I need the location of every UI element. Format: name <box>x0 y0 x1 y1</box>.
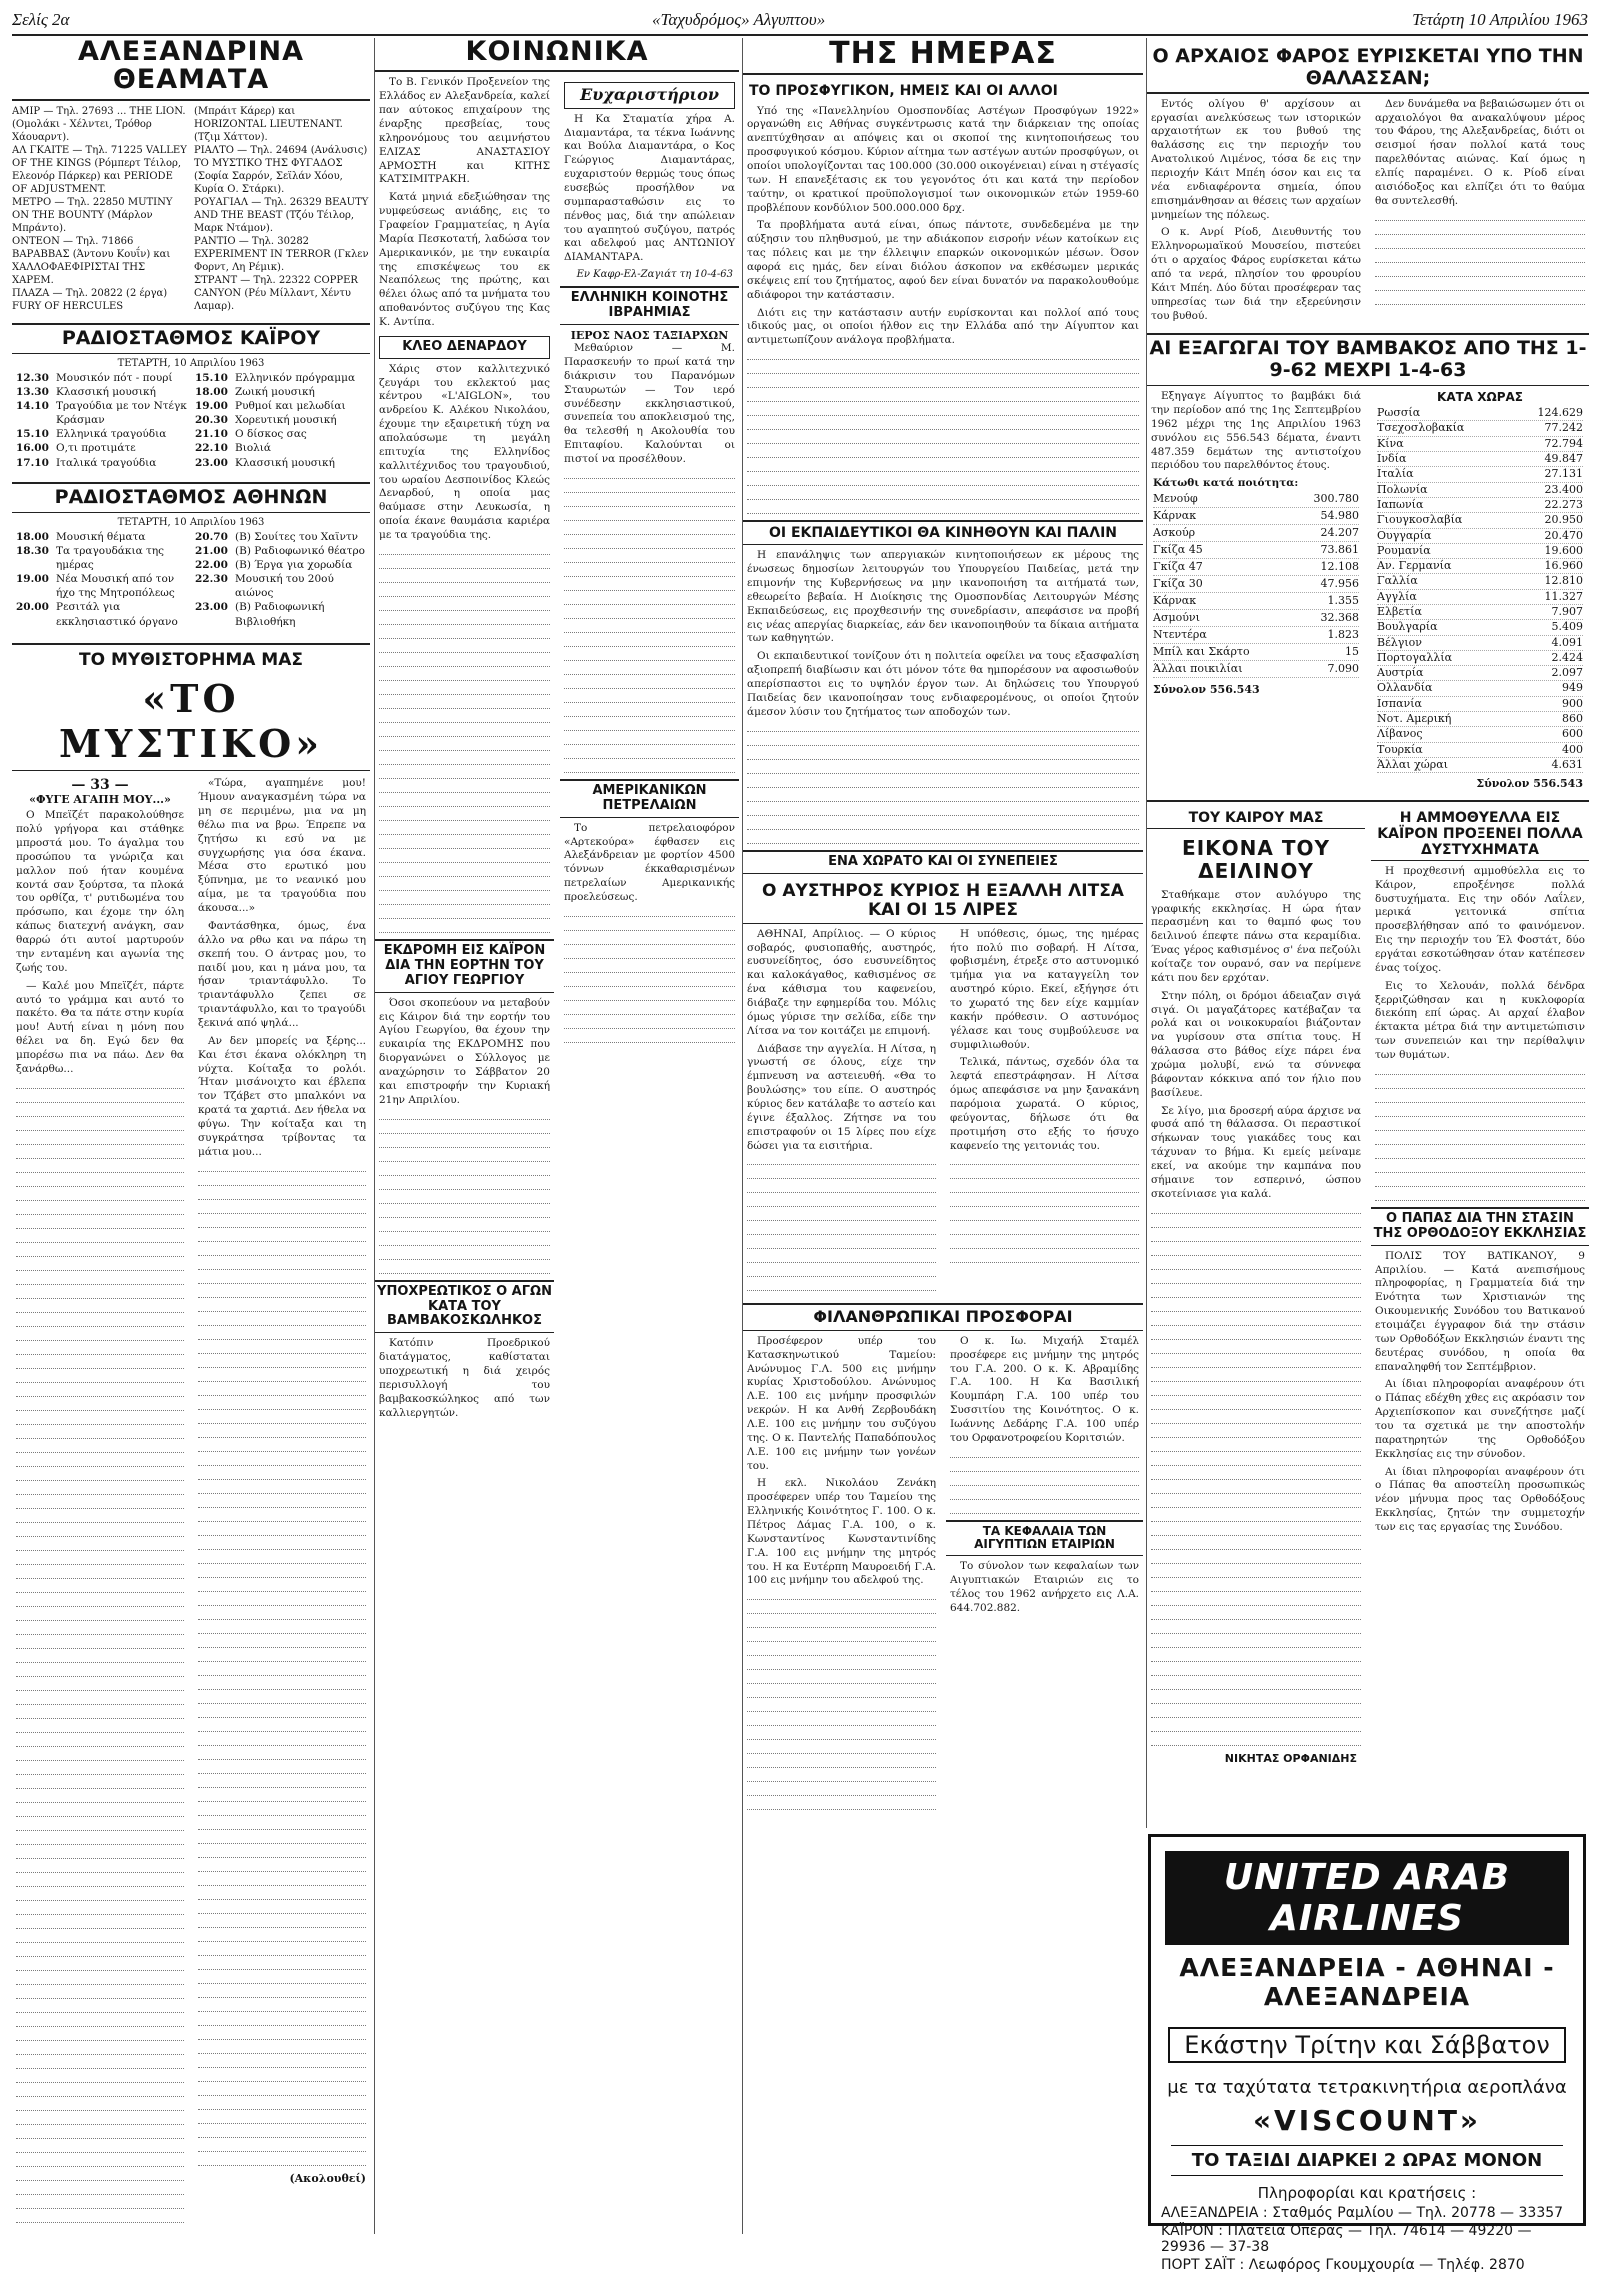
weather-paragraph: Σταθήκαμε στον αυλόγυρο της γραφικής εκκλησίας. Η ώρα ήταν περασμένη και το θαμπό φως του δειλινού έπεφτε πάνω στα κεραμίδια. Ένας γέρος καθισμένος σ' ένα πεζούλι κοίταζε τον ουρανό, σαν να περίμενε κάτι που δεν ερχόταν. <box>1151 888 1361 984</box>
radio-athens-title: ΡΑΔΙΟΣΤΑΘΜΟΣ ΑΘΗΝΩΝ <box>12 482 370 513</box>
theatre-listing: (Μπράιτ Κάρερ) και HORIZONTAL LIEUTENANT. (Τζιμ Χάττον). <box>194 105 343 143</box>
schedule-row: 20.00 Ρεσιτάλ για εκκλησιαστικό όργανο <box>16 601 178 628</box>
charity-title: ΦΙΛΑΝΘΡΩΠΙΚΑΙ ΠΡΟΣΦΟΡΑΙ <box>743 1303 1143 1330</box>
schedule-row: 13.30 Κλασσική μουσική <box>16 385 156 398</box>
theatre-listing: ΡΙΑΛΤΟ — Τηλ. 24694 (Ανάλυσις) ΤΟ ΜΥΣΤΙΚΟ ΤΗΣ ΦΥΓΑΔΟΣ (Σοφία Σαρρόν, Σεϊλάν Χόου, Κυρία Ο. Στάρκι). <box>194 144 368 195</box>
exports-by-type-title: Κάτωθι κατά ποιότητα: <box>1153 477 1299 490</box>
schedule-row: 22.30 Μουσική του 20ού αιώνος <box>195 573 334 600</box>
kleo-title: ΚΛΕΟ ΔΕΝΑΡΔΟΥ <box>379 336 550 359</box>
lower-features <box>1147 800 1589 1769</box>
pharos-headline: Ο ΑΡΧΑΙΟΣ ΦΑΡΟΣ ΕΥΡΙΣΚΕΤΑΙ ΥΠΟ ΤΗΝ ΘΑΛΑΣΣΑΝ; <box>1147 44 1589 94</box>
schedule-row: 15.10 Ελληνικόν πρόγραμμα <box>195 371 356 384</box>
novel-paragraph: — Καλέ μου Μπεϊζέτ, πάρτε αυτό το γράμμα και αυτό το πακέτο. Θα τα πάτε στην κυρία μου! Αυτή είναι η μόνη που θέλει να δη. Εγώ δεν θα μπορέσω πια να πάω. Δεν θα ξανάρθω... <box>16 979 184 1075</box>
radio-cairo-date: ΤΕΤΑΡΤΗ, 10 Απριλίου 1963 <box>117 357 265 369</box>
schedule-row: 22.10 Βιολιά <box>195 442 272 455</box>
pope-paragraph: Αι ίδιαι πληροφορίαι αναφέρουν ότι ο Πάπας εδέχθη χθες εις ακρόασιν τον Αρχιεπίσκοπον και συνεζήτησε μαζί του τα σχετικά με την αποστολήν παρατηρητών της Ορθοδόξου Εκκλησίας εις την σύνοδον. <box>1375 1378 1585 1460</box>
schedule-row: 19.00 Νέα Μουσική από τον ήχο της Μητροπόλεως <box>16 573 175 600</box>
weather-title: ΕΙΚΟΝΑ ΤΟΥ ΔΕΙΛΙΝΟΥ <box>1182 835 1330 883</box>
list-item: Κίνα 72.794 <box>1377 437 1583 452</box>
novel-paragraph: «Τώρα, αγαπημένε μου! Ήμουν αναγκασμένη τώρα να μη σε περιμένω, μια να μη θέλω πια να βρω. Έπρεπε να ζητήσω κι εσύ να με συγχωρήσης για όσα έκανα. Μέσα στο ερωτικό μου ξύπνημα, με το νεανικό μου αίμα, με τα τραγούδια που άκουσα...» <box>198 777 366 915</box>
social-body <box>375 76 739 1424</box>
novel-kicker: ΤΟ ΜΥΘΙΣΤΟΡΗΜΑ ΜΑΣ <box>12 643 370 673</box>
companies-text: Το σύνολον των κεφαλαίων των Αιγυπτιακών Εταιριών εις το τέλος του 1962 ανήρχετο εις Λ.Α. 644.702.882. <box>950 1560 1139 1614</box>
schedule-row: 12.30 Μουσικόν πότ - πουρί <box>16 371 173 384</box>
companies-title: ΤΑ ΚΕΦΑΛΑΙΑ ΤΩΝ ΑΙΓΥΠΤΙΩΝ ΕΤΑΙΡΙΩΝ <box>946 1520 1143 1557</box>
list-item: Μενούφ 300.780 <box>1153 491 1359 508</box>
joke-paragraph: Διάβασε την αγγελία. Η Λίτσα, η γνωστή σε όλους, είχε την έμπνευση να αστειευθή. «Θα το βουλώσης» του είπε. Ο αυστηρός κύριος δεν κατάλαβε το αστείο και έγινε έξαλλος. Ζήτησε να του επιστραφούν οι 15 λίρες που είχε δώσει για τα εισιτήρια. <box>747 1042 936 1152</box>
exports-by-country-title: ΚΑΤΑ ΧΩΡΑΣ <box>1437 390 1523 405</box>
day-title: ΤΗΣ ΗΜΕΡΑΣ <box>743 38 1143 75</box>
schedule-row: 22.00 (Β) Έργα για χορωδία <box>195 558 353 571</box>
illegible-text-lines <box>379 547 550 933</box>
pharos-paragraph: Εντός ολίγου θ' αρχίσουν αι εργασίαι ανελκύσεως των ιστορικών αρχαιοτήτων εκ του βυθού της θαλάσσης εις την περιοχήν του Ανατολικού Λιμένος, τόσα δε εις την περιοχήν Κάιτ Μπέη όσον και εις τα νέα ενδιαφέροντα σημεία, όπου επισημάνθησαν αι θέσεις των αρχαίων μνημείων της πόλεως. <box>1151 97 1361 221</box>
joke-headline: Ο ΑΥΣΤΗΡΟΣ ΚΥΡΙΟΣ Η ΕΞΑΛΛΗ ΛΙΤΣΑ ΚΑΙ ΟΙ 15 ΛΙΡΕΣ <box>743 880 1143 924</box>
list-item: Βέλγιον 4.091 <box>1377 636 1583 651</box>
illegible-text-lines <box>1151 1206 1361 1746</box>
radio-athens-date: ΤΕΤΑΡΤΗ, 10 Απριλίου 1963 <box>117 516 265 528</box>
schedule-row: 15.10 Ελληνικά τραγούδια <box>16 428 167 441</box>
joke-kicker: ΕΝΑ ΧΩΡΑΤΟ ΚΑΙ ΟΙ ΣΥΝΕΠΕΙΕΣ <box>743 850 1143 874</box>
schedule-row: 21.00 (Β) Ραδιοφωνικό θέατρο <box>195 544 365 557</box>
list-item: Ασμούνι 32.368 <box>1153 610 1359 627</box>
joke-paragraph: Τελικά, πάντως, σχεδόν όλα τα λεφτά επεστράφησαν. Η Λίτσα όμως απεφάσισε να μην ξανακάνη παρόμοια χωρατά. Ο κύριος, φεύγοντας, δήλωσε ότι θα προτιμήση στο εξής το ήσυχο καφενείο της γειτονιάς του. <box>950 1056 1139 1152</box>
radio-athens-schedule <box>12 528 370 631</box>
list-item: Γκίζα 45 73.861 <box>1153 542 1359 559</box>
airline-contact-portsaid: ΠΟΡΤ ΣΑΪΤ : Λεωφόρος Γκουμχουρία — Τηλέφ. 2870 <box>1161 2257 1525 2273</box>
column-features <box>1146 38 1589 1828</box>
airline-contact-cairo: ΚΑΪΡΟΝ : Πλατεία Όπερας — Τηλ. 74614 — 49220 — 29936 — 37-38 <box>1161 2223 1532 2255</box>
sandstorm-paragraph: Η προχθεσινή αμμοθύελλα εις το Κάιρον, επροξένησε πολλά δυστυχήματα. Εις την οδόν Λαΐλεν, μερικά γειτονικά σπίτια προσεβλήθησαν από το φαινόμενον. Εις την περιοχήν του Έλ Φοστάτ, δύο εργάται εσκοτώθησαν όταν κατέπεσεν ένας τοίχος. <box>1375 864 1585 974</box>
novel-paragraph: Φαντάσθηκα, όμως, ένα άλλο να ρθω και να πάρω τη σκεπή του. Ο άντρας μου, το παιδί μου, και η μάνα μου, τα ήσαν τριαντάφυλλο. Το τριαντάφυλλο ζεπει σε τριαντάφυλλο, και το τραγούδι ξεκινά από ψηλά... <box>198 919 366 1029</box>
paper-name: «Ταχυδρόμος» Αλγυπτου» <box>652 10 826 29</box>
oil-text: Το πετρελαιοφόρον «Αρτεκούρα» έφθασεν εις Αλεξάνδρειαν με φορτίον 4500 τόννων έκκαθαρισμένων πετρελαίων Αμερικανικής προελεύσεως. <box>564 821 735 903</box>
thanks-title: Ευχαριστήριον <box>564 82 735 108</box>
list-item: Ρουμανία 19.600 <box>1377 544 1583 559</box>
masthead <box>12 8 1588 36</box>
joke-paragraph: Η υπόθεσις, όμως, της ημέρας ήτο πολύ πιο σοβαρή. Η Λίτσα, φοβισμένη, έτρεξε στο αστυνομικό τμήμα για να καταγγείλη τον αυστηρό κύριο. Εκεί, εξήγησε ότι το χωρατό της δεν είχε καμμίαν κακήν πρόθεσιν. Ο αστυνόμος γέλασε και τους συμβούλευσε να συμφιλιωθούν. <box>950 927 1139 1051</box>
charity-body <box>743 1335 1143 1816</box>
list-item: Κάρνακ 54.980 <box>1153 508 1359 525</box>
schedule-row: 16.00 Ο,τι προτιμάτε <box>16 442 136 455</box>
charity-paragraph: Προσέφερον υπέρ του Κατασκηνωτικού Ταμείου: Ανώνυμος Γ.Λ. 500 εις μνήμην κυρίας Χριστοδούλου. Ανώνυμος Λ.Ε. 100 εις μνήμην προσφιλών νεκρών. Η κα Ανθή Ζερβουδάκη Λ.Ε. 100 εις μνήμην του συζύγου της. Ο κ. Παντελής Παπαδόπουλος Λ.Ε. 100 εις μνήμην των γονέων του. <box>747 1334 936 1472</box>
list-item: Ρωσσία 124.629 <box>1377 406 1583 421</box>
airline-contact-alexandria: ΑΛΕΞΑΝΔΡΕΙΑ : Σταθμός Ραμλίου — Τηλ. 20778 — 33357 <box>1161 2205 1564 2221</box>
schedule-row: 23.00 (Β) Ραδιοφωνική Βιβλιοθήκη <box>195 601 325 628</box>
list-item: Κάρνακ 1.355 <box>1153 593 1359 610</box>
schedule-row: 20.30 Χορευτική μουσική <box>195 414 337 427</box>
theatre-listing: ΜΕΤΡΟ — Τηλ. 22850 MUTINY ON THE BOUNTY (Μάρλον Μπράντο). <box>12 196 173 234</box>
schedule-row: 18.00 Μουσική θέματα <box>16 530 146 543</box>
illegible-text-lines <box>747 1592 936 1810</box>
novel-title: «ΤΟ ΜΥΣΤΙΚΟ» <box>12 676 370 771</box>
page-number: Σελίς 2α <box>12 10 70 29</box>
exports-by-country <box>1377 406 1583 791</box>
list-item: Ιταλία 27.131 <box>1377 467 1583 482</box>
cotton-pest-text: Κατόπιν Προεδρικού διατάγματος, καθίσταται υποχρεωτική η διά χειρός περισυλλογή του βαμβακοσκώληκος από των καλλιεργητών. <box>379 1337 550 1419</box>
novel-number: — 33 — <box>71 777 129 794</box>
airline-route: ΑΛΕΞΑΝΔΡΕΙΑ - ΑΘΗΝΑΙ - ΑΛΕΞΑΝΔΡΕΙΑ <box>1179 1953 1555 2011</box>
theatre-listing: ΑΛ ΓΚΑΙΤΕ — Τηλ. 71225 VALLEY OF THE KINGS (Ρόμπερτ Τέιλορ, Ελεονόρ Πάρκερ) και PERIODE OF ADJUSTMENT. <box>12 144 187 195</box>
illegible-text-lines <box>747 1157 936 1291</box>
weather-paragraph: Σε λίγο, μια δροσερή αύρα άρχισε να φυσά από τη θάλασσα. Οι περαστικοί σήκωναν τους γιακάδες τους και τάχυναν το βήμα. Κι εμείς μείναμε εκεί, να ακούμε την καμπάνα που σήμαινε τον εσπερινό, ώσπου σκοτείνιασε για καλά. <box>1151 1104 1361 1200</box>
pharos-paragraph: Ο κ. Ανρί Ρίοδ, Διευθυντής του Ελληνορωμαϊκού Μουσείου, πιστεύει ότι ο αρχαίος Φάρος ευρίσκεται κάτω από τα νερά, πλησίον του φρουρίου Κάιτ Μπέη. Δύο δύται προσέφεραν τας υπηρεσίας των διά την εξερεύνησιν του βυθού. <box>1151 226 1361 322</box>
list-item: Ουγγαρία 20.470 <box>1377 529 1583 544</box>
list-item: Ιαπωνία 22.273 <box>1377 498 1583 513</box>
theatre-listing: ΡΑΝΤΙΟ — Τηλ. 30282 EXPERIMENT IN TERROR (Γκλεν Φορντ, Λη Ρέμικ). <box>194 235 369 273</box>
list-item: Άλλαι ποικιλίαι 7.090 <box>1153 661 1359 678</box>
sandstorm-paragraph: Εις το Χελουάν, πολλά δένδρα ξερριζώθησαν και η κυκλοφορία διεκόπη επί ώρας. Αι αρχαί έλαβον έκτακτα μέτρα διά την αντιμετώπισιν των συνεπειών και την περίθαλψιν των θυμάτων. <box>1375 979 1585 1061</box>
column-entertainment <box>12 38 370 2234</box>
schedule-row: 23.00 Κλασσική μουσική <box>195 456 335 469</box>
list-item: Γιουγκοσλαβία 20.950 <box>1377 513 1583 528</box>
pharos-paragraph: Δεν δυνάμεθα να βεβαιώσωμεν ότι οι αρχαιολόγοι θα ανακαλύψουν μέρος του Φάρου, της Αλεξανδρείας, διότι οι σεισμοί ήσαν πολλοί κατά τους παρελθόντας αιώνας. Καί όμως η ελπίς παραμένει. Ο κ. Ρίοδ είναι αισιόδοξος και ελπίζει ότι το θαύμα θα συντελεσθή. <box>1375 97 1585 207</box>
article-byline: ΝΙΚΗΤΑΣ ΟΡΦΑΝΙΔΗΣ <box>1224 1751 1357 1765</box>
list-item: Ινδία 49.847 <box>1377 452 1583 467</box>
airline-days: Εκάστην Τρίτην και Σάββατον <box>1168 2027 1565 2063</box>
illegible-text-lines <box>950 1157 1139 1263</box>
theatre-listing: ΟΝΤΕΟΝ — Τηλ. 71866 ΒΑΡΑΒΒΑΣ (Άντονυ Κουΐν) και ΧΑΛΛΟΦΑΕΦΙΡΙΣΤΑΙ ΤΗΣ ΧΑΡΕΜ. <box>12 235 171 286</box>
list-item: Πολωνία 23.400 <box>1377 483 1583 498</box>
schedule-row: 18.30 Τα τραγουδάκια της ημέρας <box>16 544 164 571</box>
pope-paragraph: ΠΟΛΙΣ ΤΟΥ ΒΑΤΙΚΑΝΟΥ, 9 Απριλίου. — Κατά ανεπισήμους πληροφορίας, η Γραμματεία διά την Ενότητα των Χριστιανών της Οικουμενικής Συνόδου του Βατικανού ετοιμάζει έγγραφον διά την στάσιν των Ορθοδόξων Εκκλησιών έναντι της δευτέρας συνόδου, η οποία θα επαναληφθή τον Σεπτέμβριον. <box>1375 1249 1585 1373</box>
list-item: Αν. Γερμανία 16.960 <box>1377 559 1583 574</box>
kleo-text: Χάρις στον καλλιτεχνικό ζευγάρι του εκλεκτού μας κέντρου «L'AIGLON», του ανδρείου Κ. Αλέκου Νικολάου, έχουμε την εξαιρετική τύχη να απολαύσωμε τη μεγάλη επιτυχία της Ελληνίδος καλλιτέχνιδος του τραγουδιού, του ωραίου Δεσποινίδος Κλεώς Δεναρδού, η οποία μας θαύμασε στην Λευκωσία, η οποία έκανε θαυμάσια καριέρα με τα τραγούδια της. <box>379 362 550 542</box>
schedule-row: 19.00 Ρυθμοί και μελωδίαι <box>195 399 346 412</box>
list-item: Μπίλ και Σκάρτο 15 <box>1153 644 1359 661</box>
column-social <box>374 38 739 2234</box>
novel-paragraph: Αν δεν μπορείς να ξέρης... Και έτσι έκανα ολόκληρη τη νύχτα. Κοίταξα το ρολόι. Ήταν μισάνοιχτο και έβλεπα τον Τζάβετ στο μπαλκόνι να κρατά τα χαρτιά. Δεν ήθελα να φύγω. Την κοίταξα και τη συγκράτησα τρίβοντας τα μάτια μου... <box>198 1034 366 1158</box>
list-item: Αγγλία 11.327 <box>1377 590 1583 605</box>
schedule-row: 18.00 Ζωική μουσική <box>195 385 315 398</box>
radio-cairo-title: ΡΑΔΙΟΣΤΑΘΜΟΣ ΚΑΪΡΟΥ <box>12 323 370 354</box>
weather-kicker: ΤΟΥ ΚΑΙΡΟΥ ΜΑΣ <box>1147 808 1365 829</box>
exports-by-type-total: Σύνολον 556.543 <box>1153 682 1260 696</box>
list-item: Ολλανδία 949 <box>1377 681 1583 696</box>
novel-body <box>12 777 370 2234</box>
teachers-paragraph: Οι εκπαιδευτικοί τονίζουν ότι η πολιτεία οφείλει να τους εξασφαλίση αξιοπρεπή διαβίωσιν και ότι μόνον τότε θα ημπορέσουν να αφοσιωθούν απερίσπαστοι εις το υψηλόν έργον των. Αι δηλώσεις του Υπουργού Παιδείας δεν ικανοποίησαν τους ενδιαφερομένους, οι οποίοι ζητούν άμεσον λύσιν του ζητήματος των αποδοχών των. <box>747 650 1139 718</box>
community-text: Μεθαύριον — Μ. Παρασκευήν το πρωί κατά την διάκρισιν του Παρανόμων Σταυρωτών — Τον ιερό συνέδεσην εκκλησιαστικού, συνεπεία του αποκλεισμού της, θα τελεσθή η Ακολουθία του Επιταφίου. Καλούνται οι πιστοί να προσέλθουν. <box>564 342 735 465</box>
airline-duration: ΤΟ ΤΑΞΙΔΙ ΔΙΑΡΚΕΙ 2 ΩΡΑΣ ΜΟΝΟΝ <box>1171 2145 1563 2176</box>
list-item: Άλλαι χώραι 4.631 <box>1377 758 1583 773</box>
schedule-row: 14.10 Τραγούδια με τον Ντέγκ Κράσμαν <box>16 399 187 427</box>
schedule-row: 17.10 Ιταλικά τραγούδια <box>16 456 157 469</box>
charity-paragraph: Ο κ. Ιω. Μιχαήλ Σταμέλ προσέφερε εις μνήμην της μητρός του Γ.Α. 200. Ο κ. Κ. Αβραμίδης Γ.Α. 100. Η Κα Βασιλική Κουμπάρη Γ.Α. 100 υπέρ του Συσσιτίου της Κοινότητος. Ο κ. Ιωάννης Δεδάρης Γ.Α. 100 υπέρ του Ορφανοτροφείου Κοριτσιών. <box>950 1334 1139 1444</box>
refugee-paragraph: Υπό της «Πανελληνίου Ομοσπονδίας Αστέγων Προσφύγων 1922» οργανώθη εις Αθήνας συγκέντρωσις κατά την διάρκειαν της οποίας ανεπτύχθησαν αι απόψεις και οι σκοποί της κινητοποιήσεως του προσφυγικού κόσμου. Κύριον αίτημα των αστέγων αυτών προσφύγων, οι οποίοι υπολογίζονται τας 100.000 (30.000 οικογένειαι) είναι η στέγασίς των. Η επανεξέτασις εκ του γεγονότος ότι και κατά την περίοδον ταύτην, οι κρατικοί προϋπολογισμοί των οικονομικών ετών 1959-60 προβλέπουν κονδύλιον 500.000.000 δρχ. <box>747 104 1139 214</box>
list-item: Νοτ. Αμερική 860 <box>1377 712 1583 727</box>
theatre-listing: ΣΤΡΑΝΤ — Τηλ. 22322 COPPER CANYON (Ρέυ Μίλλαντ, Χέντυ Λαμαρ). <box>194 274 358 312</box>
pope-headline: Ο ΠΑΠΑΣ ΔΙΑ ΤΗΝ ΣΤΑΣΙΝ ΤΗΣ ΟΡΘΟΔΟΞΟΥ ΕΚΚΛΗΣΙΑΣ <box>1371 1207 1589 1246</box>
social-paragraph: Κατά μηνιά εδεξιώθησαν της νυμφεύσεως ανιάδης, εις το Γραφείον Γραμματείας, η Αγία Μαρία Πεσκοτατή, λαδώσα τον Αμερικανικόν, με την ευκαιρία της επισκέψεως του εκ Νεαπόλεως της πρώτης, και θέλει όλως από τα μνήματα του αποθανόντος συζύγου της Κας Κ. Αντίπα. <box>379 191 550 328</box>
novel-paragraph: Ο Μπεϊζέτ παρακολούθησε πολύ γρήγορα και στάθηκε μπροστά μου. Το άγαλμα του προσώπου τα γνώριζα και μαλλον πού ήταν κουμένα κοντά σαν ξούρτσα, τα πλοκά του ορθίζα, τ' ρυτιδωμένα του πρόσωπο, και έχομε την όλη κάπως διατεχνή ανάγκη, σαν θαρρώ ότι αυτοί μαρτυρούν την ενταμένη και αγωνία της ζωής του. <box>16 809 184 974</box>
list-item: Γκίζα 47 12.108 <box>1153 559 1359 576</box>
theatre-listing: ΠΛΑΖΑ — Τηλ. 20822 (2 έργα) FURY OF HERCULES <box>12 287 168 312</box>
teachers-headline: ΟΙ ΕΚΠΑΙΔΕΥΤΙΚΟΙ ΘΑ ΚΙΝΗΘΟΥΝ ΚΑΙ ΠΑΛΙΝ <box>743 520 1143 545</box>
schedule-row: 21.10 Ο δίσκος σας <box>195 428 307 441</box>
list-item: Τουρκία 400 <box>1377 743 1583 758</box>
list-item: Ντεντέρα 1.823 <box>1153 627 1359 644</box>
radio-cairo-schedule <box>12 369 370 472</box>
exports-intro: Εξηγαγε Αίγυπτος το βαμβάκι διά την περίοδον από της 1ης Σεπτεμβρίου 1962 μέχρι της 1ης Απριλίου 1963 συνόλου εις 556.543 δέματα, έναντι 487.359 δεμάτων της αντιστοίχου περιόδου του παρελθόντος έτους. <box>1151 390 1361 472</box>
illegible-text-lines <box>16 1081 184 2234</box>
illegible-text-lines <box>747 352 1139 514</box>
theatres-listings <box>12 105 370 313</box>
exports-by-type <box>1153 491 1359 697</box>
refugee-headline: ΤΟ ΠΡΟΣΦΥΓΙΚΟΝ, ΗΜΕΙΣ ΚΑΙ ΟΙ ΑΛΛΟΙ <box>749 82 1058 99</box>
list-item: Πορτογαλλία 2.424 <box>1377 651 1583 666</box>
thanks-text: Η Κα Σταματία χήρα Α. Διαμαντάρα, τα τέκνα Ιωάννης και Βούλα Διαμαντάρα, ο Κος Γεώργιος Διαμαντάρας, ευχαριστούν θερμώς τους όπως ευσεβώς προσήλθον να συμπαρασταθώσιν εις το πένθος μας, διά την απώλειαν του αγαπητού συζύγου, πατρός και αδελφού μας ΑΝΤΩΝΙΟΥ ΔΙΑΜΑΝΤΑΡΑ. <box>564 112 735 264</box>
novel-subtitle: «ΦΥΓΕ ΑΓΑΠΗ ΜΟΥ...» <box>29 793 171 807</box>
teachers-paragraph: Η επανάληψις των απεργιακών κινητοποιήσεων εκ μέρους της ένωσεως δημοσίων λειτουργών του Υπουργείου Παιδείας, μετά την επιμονήν της Κυβερνήσεως να μην ικανοποιήση τα αιτήματά των, εθεωρείτο βεβαία. Η Διοίκησις της Ομοσπονδίας Λειτουργών Μέσης Εκπαιδεύσεως, εις προχθεσινήν της συνεδρίασιν, απεφάσισε να προβή εις νέας απεργίας διαρκείας, εάν δεν ικανοποιηθούν τα δίκαια αιτήματα των καθηγητών. <box>747 549 1139 645</box>
theatre-listing: ΑΜΙΡ — Τηλ. 27693 ... THE LION. (Ομολάκι - Χέλντει, Τρόθορ Χάουαρντ). <box>12 105 186 143</box>
list-item: Γκίζα 30 47.956 <box>1153 576 1359 593</box>
community-subtitle: ΙΕΡΟΣ ΝΑΟΣ ΤΑΞΙΑΡΧΩΝ <box>570 329 729 343</box>
oil-title: ΑΜΕΡΙΚΑΝΙΚΩΝ ΠΕΤΡΕΛΑΙΩΝ <box>560 779 739 818</box>
illegible-text-lines <box>198 1164 366 2166</box>
airline-advertisement <box>1148 1834 1586 2273</box>
exports-headline: ΑΙ ΕΞΑΓΩΓΑΙ ΤΟΥ ΒΑΜΒΑΚΟΣ ΑΠΟ ΤΗΣ 1-9-62 ΜΕΧΡΙ 1-4-63 <box>1147 333 1589 386</box>
list-item: Αυστρία 2.097 <box>1377 666 1583 681</box>
charity-paragraph: Η εκλ. Νικολάου Ζενάκη προσέφερεν υπέρ του Ταμείου της Ελληνικής Κοινότητος Γ. 100. Ο κ. Πέτρος Δάμας Γ.Α. 100, ο κ. Κωνσταντίνος Κωνσταντινίδης Γ.Α. 100 εις μνήμην της μητρός του. Η κα Ευτέρπη Μαυροειδή Γ.Α. 100 εις μνήμην του αδελφού της. <box>747 1477 936 1587</box>
list-item: Ελβετία 7.907 <box>1377 605 1583 620</box>
list-item: Γαλλία 12.810 <box>1377 574 1583 589</box>
exports-body <box>1147 390 1589 793</box>
thanks-signature: Εν Καφρ-Ελ-Ζαγιάτ τη 10-4-63 <box>576 269 733 281</box>
theatre-listing: ΡΟΥΑΓΙΑΛ — Τηλ. 26329 BEAUTY AND THE BEAST (Τζόυ Τέιλορ, Μαρκ Ντάμον). <box>194 196 369 234</box>
airline-aircraft-line: με τα ταχύτατα τετρακινητήρια αεροπλάνα <box>1167 2077 1567 2098</box>
illegible-text-lines <box>564 909 735 1043</box>
illegible-text-lines <box>379 1112 550 1274</box>
illegible-text-lines <box>1375 213 1585 305</box>
pope-paragraph: Αι ίδιαι πληροφορίαι αναφέρουν ότι ο Πάπας θα αποστείλη προσωπικώς νέον μήνυμα προς τας Ορθοδόξους Εκκλησίας, ζητών την συμμετοχήν των εις τας εργασίας της Συνόδου. <box>1375 1465 1585 1534</box>
issue-date: Τετάρτη 10 Απριλίου 1963 <box>1412 10 1588 29</box>
community-title: ΕΛΛΗΝΙΚΗ ΚΟΙΝΟΤΗΣ ΙΒΡΑΗΜΙΑΣ <box>560 286 739 325</box>
list-item: Τσεχοσλοβακία 77.242 <box>1377 421 1583 436</box>
excursion-text: Όσοι σκοπεύουν να μεταβούν εις Κάιρον διά την εορτήν του Αγίου Γεωργίου, θα έχουν την ευκαιρία της ΕΚΔΡΟΜΗΣ που διοργανώνει ο Σύλλογος με αναχώρησιν το Σάββατον 20 και επιστροφήν την Κυριακή 21ην Απριλίου. <box>379 996 550 1106</box>
cotton-pest-title: ΥΠΟΧΡΕΩΤΙΚΟΣ Ο ΑΓΩΝ ΚΑΤΑ ΤΟΥ ΒΑΜΒΑΚΟΣΚΩΛΗΚΟΣ <box>375 1280 554 1334</box>
airline-info: Πληροφορίαι και κρατήσεις : <box>1257 2184 1477 2202</box>
excursion-title: ΕΚΔΡΟΜΗ ΕΙΣ ΚΑΪΡΟΝ ΔΙΑ ΤΗΝ ΕΟΡΤΗΝ ΤΟΥ ΑΓΙΟΥ ΓΕΩΡΓΙΟΥ <box>375 939 554 993</box>
joke-paragraph: ΑΘΗΝΑΙ, Απρίλιος. — Ο κύριος σοβαρός, φυσιοπαθής, αυστηρός, ευσυνείδητος, όσο ευσυνείδητος και καλοκάγαθος, καθισμένος σε ένα κάθισμα του καφενείου, διάβαζε την εφημερίδα του. Μόλις όμως γύρισε την σελίδα, είδε την Λίτσα να τον κοιτάζει με επιμονή. <box>747 927 936 1037</box>
sandstorm-headline: Η ΑΜΜΟΘΥΕΛΛΑ ΕΙΣ ΚΑΪΡΟΝ ΠΡΟΞΕΝΕΙ ΠΟΛΛΑ ΔΥΣΤΥΧΗΜΑΤΑ <box>1371 808 1589 861</box>
weather-paragraph: Στην πόλη, οι δρόμοι άδειαζαν σιγά σιγά. Οι μαγαζάτορες κατέβαζαν τα ρολά και οι νοικοκυραίοι βιάζονταν να γυρίσουν στα σπίτια τους. Η θάλασσα στο βάθος είχε πάρει ένα χρώμα μολυβί, ενώ τα σύννεφα βάφονταν κόκκινα από τον ήλιο που βασίλευε. <box>1151 989 1361 1099</box>
airline-aircraft: «VISCOUNT» <box>1252 2104 1482 2137</box>
list-item: Ασκούρ 24.207 <box>1153 525 1359 542</box>
refugee-paragraph: Τα προβλήματα αυτά είναι, όπως πάντοτε, συνδεδεμένα με την αύξησιν του πληθυσμού, με την αδιάκοπον εισροήν νέων κατοίκων εις τας πόλεις και με την έλλειψιν επαρκών οικονομικών μέσων. Όσον αφορά εις ημάς, δεν είναι διόλου άσκοπον να εκθέσωμεν μερικάς σκέψεις επί του ζητήματος, αφού δεν είναι δυνατόν να παρακολουθούμε αδιάφοροι την κατάστασιν. <box>747 219 1139 301</box>
illegible-text-lines <box>950 1450 1139 1514</box>
list-item: Λίβανος 600 <box>1377 727 1583 742</box>
illegible-text-lines <box>564 471 735 773</box>
theatres-title: ΑΛΕΞΑΝΔΡΙΝΑ ΘΕΑΜΑΤΑ <box>12 38 370 101</box>
social-title: ΚΟΙΝΩΝΙΚΑ <box>375 38 739 72</box>
exports-by-country-total: Σύνολον 556.543 <box>1476 777 1583 791</box>
list-item: Βουλγαρία 5.409 <box>1377 620 1583 635</box>
airline-logo: UNITED ARAB AIRLINES <box>1165 1851 1569 1945</box>
column-news <box>742 38 1143 2234</box>
joke-body <box>743 928 1143 1298</box>
illegible-text-lines <box>1375 1067 1585 1201</box>
list-item: Ισπανία 900 <box>1377 697 1583 712</box>
social-paragraph: Το Β. Γενικόν Προξενείον της Ελλάδος εν Αλεξανδρεία, καλεί παν αύτοκος επιχαίρουν της έναρξης πρεσβείας, τους κληρονόμους του αειμνήστου ΕΛΙΖΑΣ ΑΝΑΣΤΑΣΙΟΥ ΑΡΜΟΣΤΗ και ΚΙΤΗΣ ΚΑΤΣΙΜΙΤΡΑΚΗ. <box>379 76 550 186</box>
refugee-paragraph: Διότι εις την κατάστασιν αυτήν ευρίσκονται και πολλοί από τους ιδικούς μας, οι οποίοι ήλθον εις την Ελλάδα από την Αίγυπτον και αντιμετωπίζουν ανάλογα προβλήματα. <box>747 306 1139 347</box>
novel-continued: (Ακολουθεί) <box>289 2171 366 2185</box>
illegible-text-lines <box>747 724 1139 844</box>
pharos-body <box>1147 98 1589 328</box>
schedule-row: 20.70 (Β) Σουίτες του Χαϊντν <box>195 530 359 543</box>
